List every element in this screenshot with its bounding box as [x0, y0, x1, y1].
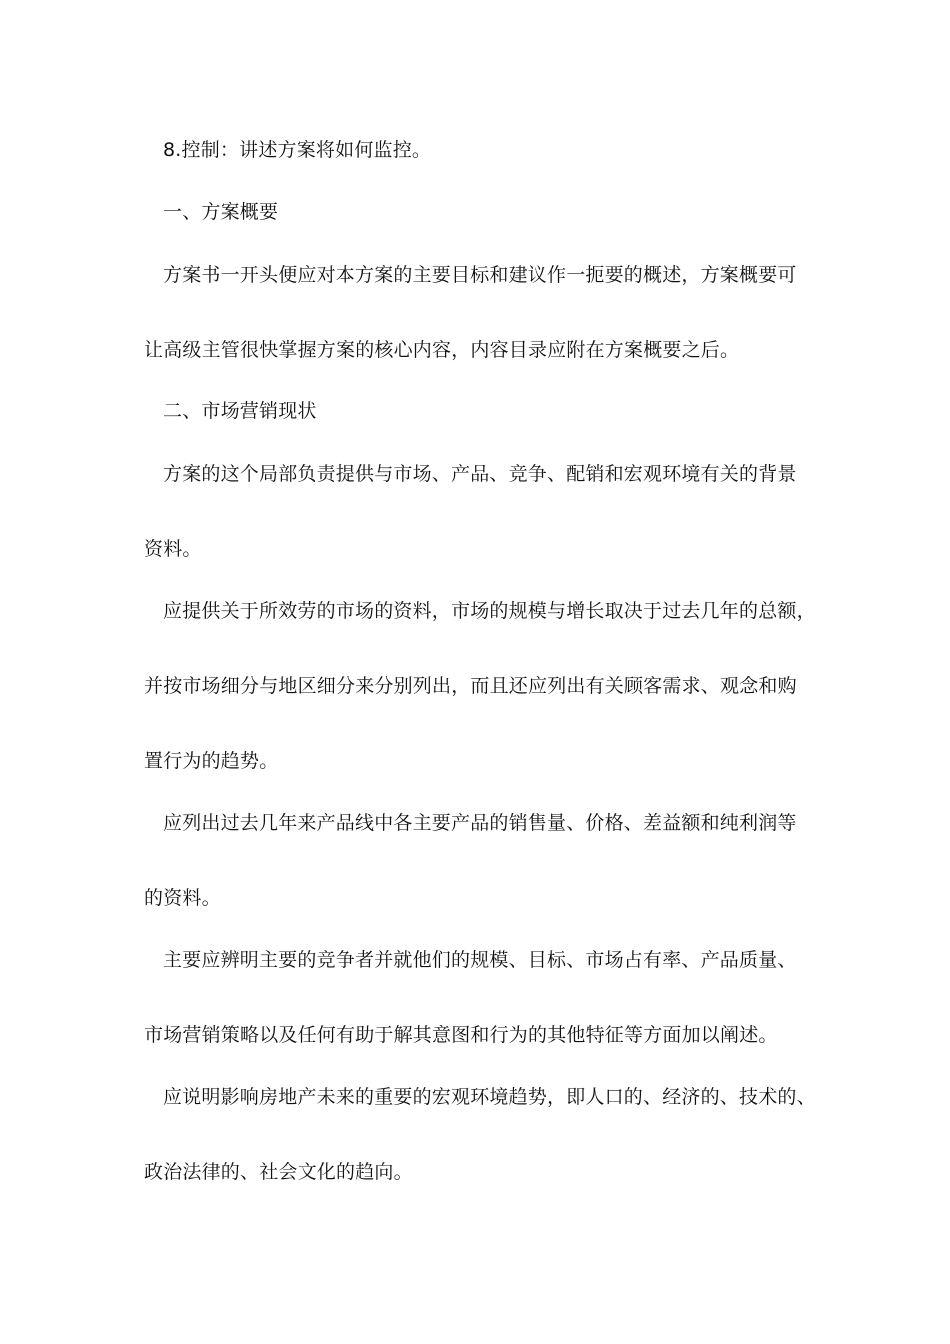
paragraph-line: 并按市场细分与地区细分来分别列出，而且还应列出有关顾客需求、观念和购 — [144, 675, 797, 697]
paragraph-line: 方案书一开头便应对本方案的主要目标和建议作一扼要的概述，方案概要可 — [163, 264, 797, 286]
paragraph-line: 市场营销策略以及任何有助于解其意图和行为的其他特征等方面加以阐述。 — [144, 1024, 778, 1046]
paragraph-line: 应列出过去几年来产品线中各主要产品的销售量、价格、差益额和纯利润等 — [163, 812, 797, 834]
section-heading-overview: 一、方案概要 — [163, 201, 279, 223]
item-8-control: 8.控制：讲述方案将如何监控。 — [163, 139, 432, 161]
section-heading-market-status: 二、市场营销现状 — [163, 400, 317, 422]
paragraph-line: 让高级主管很快掌握方案的核心内容，内容目录应附在方案概要之后。 — [144, 339, 740, 361]
paragraph-line: 置行为的趋势。 — [144, 750, 279, 772]
paragraph-line: 应说明影响房地产未来的重要的宏观环境趋势，即人口的、经济的、技术的、 — [163, 1086, 816, 1108]
paragraph-line: 方案的这个局部负责提供与市场、产品、竞争、配销和宏观环境有关的背景 — [163, 463, 797, 485]
paragraph-line: 主要应辨明主要的竞争者并就他们的规模、目标、市场占有率、产品质量、 — [163, 949, 797, 971]
paragraph-line: 政治法律的、社会文化的趋向。 — [144, 1161, 413, 1183]
paragraph-line: 的资料。 — [144, 887, 221, 909]
paragraph-line: 资料。 — [144, 538, 202, 560]
paragraph-line: 应提供关于所效劳的市场的资料，市场的规模与增长取决于过去几年的总额， — [163, 600, 816, 622]
